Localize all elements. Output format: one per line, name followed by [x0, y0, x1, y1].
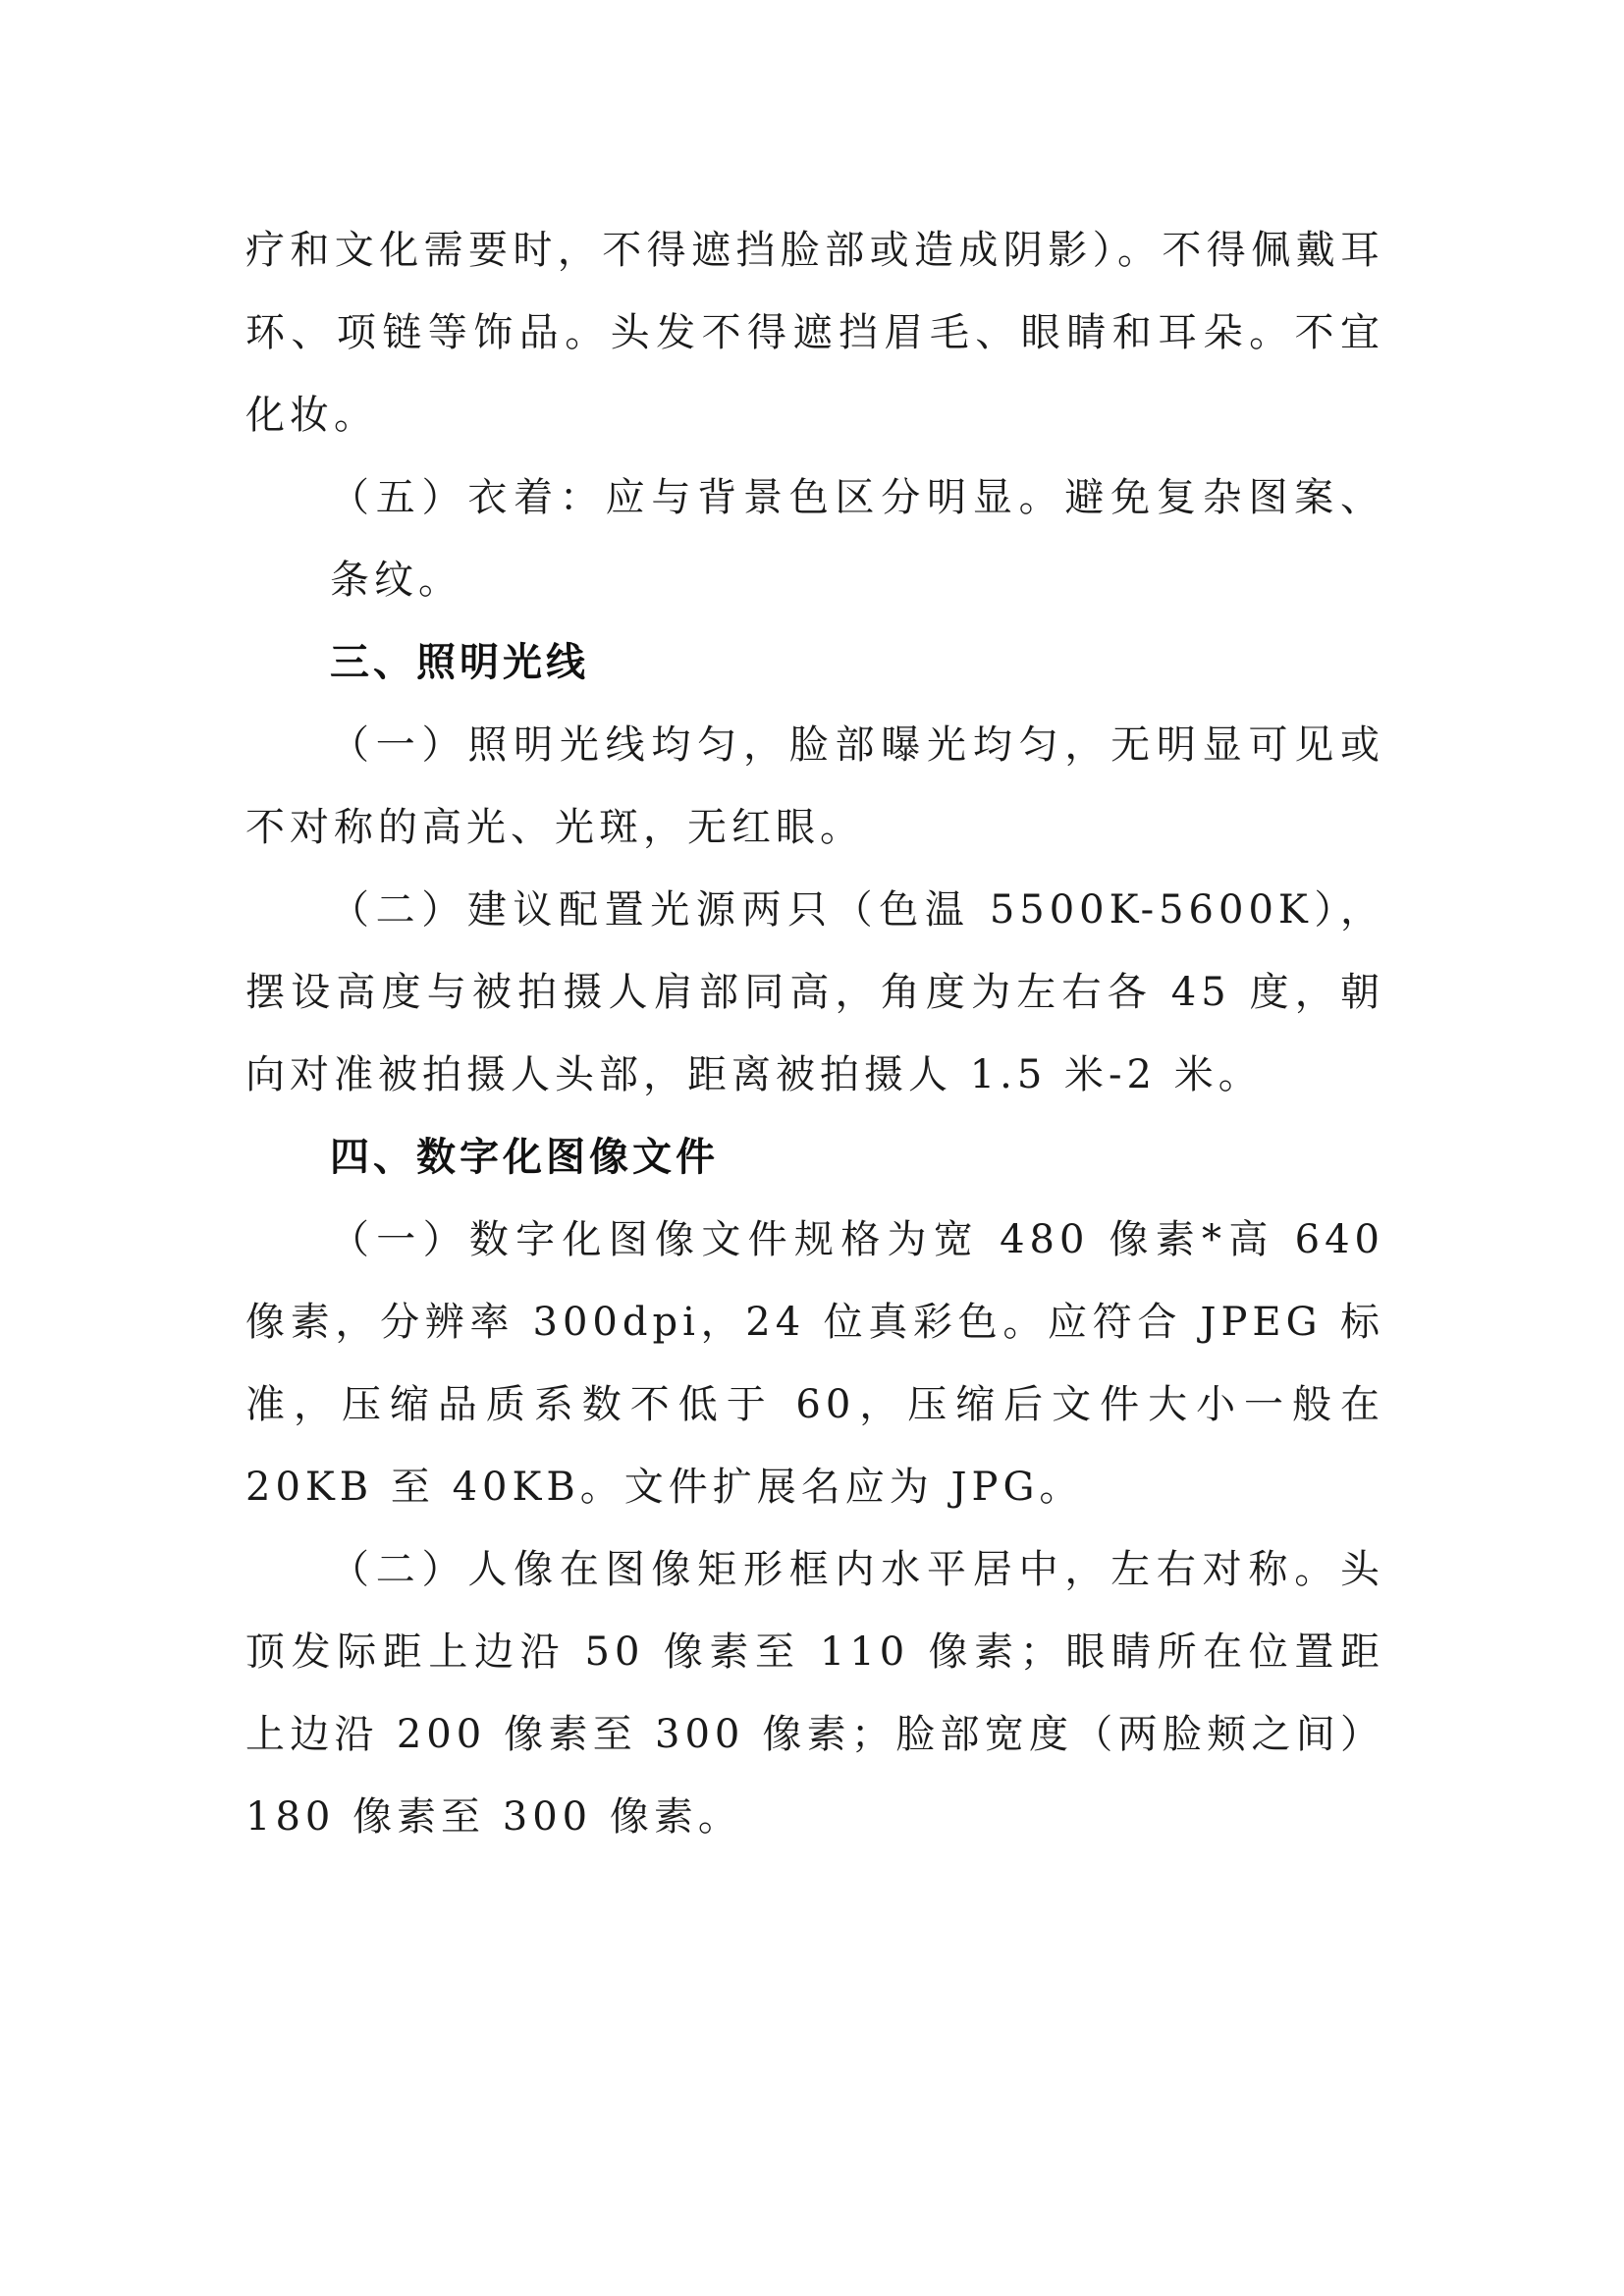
paragraph-clothing: （五）衣着：应与背景色区分明显。避免复杂图案、条纹。 [330, 475, 1384, 603]
paragraph-continuation: 疗和文化需要时，不得遮挡脸部或造成阴影）。不得佩戴耳环、项链等饰品。头发不得遮挡眉毛、眼睛和耳朵。不宜化妆。 [245, 228, 1384, 438]
paragraph-portrait-position: （二）人像在图像矩形框内水平居中，左右对称。头顶发际距上边沿 50 像素至 110 像素；眼睛所在位置距上边沿 200 像素至 300 像素；脸部宽度（两脸颊之间）180 像素至 300 像素。 [245, 1547, 1384, 1840]
document-body [245, 209, 1384, 1858]
paragraph-light-source: （二）建议配置光源两只（色温 5500K-5600K），摆设高度与被拍摄人肩部同高，角度为左右各 45 度，朝向对准被拍摄人头部，距离被拍摄人 1.5 米-2 米。 [245, 887, 1384, 1097]
section-heading-digital-image: 四、数字化图像文件 [330, 1135, 719, 1180]
paragraph-lighting-uniform: （一）照明光线均匀，脸部曝光均匀，无明显可见或不对称的高光、光斑，无红眼。 [245, 722, 1384, 850]
paragraph-image-spec: （一）数字化图像文件规格为宽 480 像素*高 640 像素，分辨率 300dpi，24 位真彩色。应符合 JPEG 标准，压缩品质系数不低于 60，压缩后文件大小一般在 20KB 至 40KB。文件扩展名应为 JPG。 [245, 1217, 1384, 1510]
section-heading-lighting: 三、照明光线 [330, 640, 589, 685]
